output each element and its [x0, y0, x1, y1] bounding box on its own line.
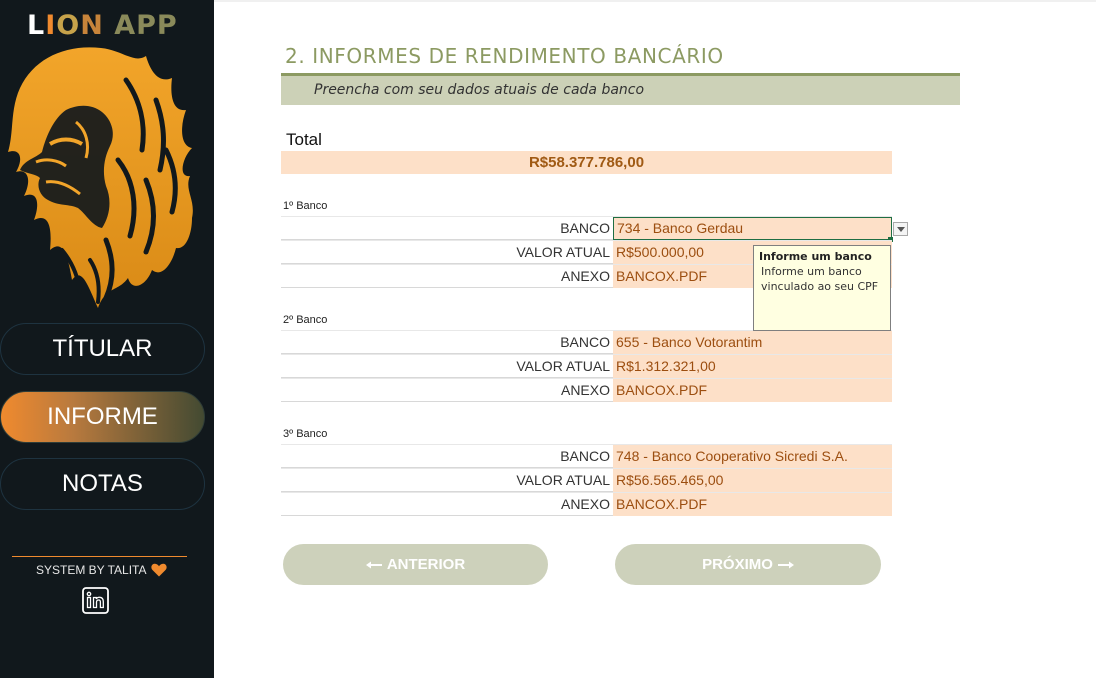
- next-button[interactable]: [615, 544, 881, 585]
- nav-notas-label: NOTAS: [62, 470, 143, 497]
- previous-button[interactable]: [283, 544, 548, 585]
- bank-2-valor-row: [281, 354, 892, 378]
- next-button-label: PRÓXIMO: [702, 556, 773, 573]
- valor-label: VALOR ATUAL: [516, 244, 610, 260]
- bank-1-valor-input[interactable]: R$500.000,00: [613, 241, 892, 264]
- bank-1-banco-row: [281, 216, 892, 240]
- banco-label: BANCO: [560, 220, 610, 236]
- bank-3-banco-row: [281, 444, 892, 468]
- tooltip-body: Informe um banco vinculado ao seu CPF: [761, 265, 879, 293]
- page-subtitle: Preencha com seu dados atuais de cada banco: [314, 82, 645, 98]
- page-title: 2. INFORMES DE RENDIMENTO BANCÁRIO: [285, 44, 724, 68]
- nav-informe-label: INFORME: [47, 403, 158, 430]
- anexo-label: ANEXO: [560, 496, 610, 512]
- top-border: [214, 0, 1096, 2]
- bank-2-banco-select[interactable]: 655 - Banco Votorantim: [613, 331, 892, 354]
- app-title-text: APP: [114, 10, 178, 41]
- subtitle-bar: [281, 73, 960, 105]
- bank-1-anexo-input[interactable]: BANCOX.PDF: [613, 265, 892, 288]
- sidebar-divider: [12, 556, 187, 557]
- bank-2-header: 2º Banco: [283, 314, 328, 326]
- bank-1-header: 1º Banco: [283, 200, 328, 212]
- bank-2-banco-row: [281, 330, 892, 354]
- system-by-credit: [36, 563, 167, 577]
- heart-icon: [151, 563, 167, 577]
- nav-titular-button[interactable]: [0, 323, 205, 375]
- bank-2-anexo-row: [281, 378, 892, 402]
- app-logo-title: LION APP: [27, 10, 178, 41]
- bank-3-anexo-input[interactable]: BANCOX.PDF: [613, 493, 892, 516]
- arrow-left-icon: [366, 561, 382, 569]
- valor-label: VALOR ATUAL: [516, 472, 610, 488]
- sidebar: [0, 0, 214, 678]
- dropdown-arrow-icon[interactable]: [893, 222, 908, 236]
- previous-button-label: ANTERIOR: [386, 556, 466, 573]
- banco-label: BANCO: [560, 448, 610, 464]
- anexo-label: ANEXO: [560, 268, 610, 284]
- bank-3-valor-row: [281, 468, 892, 492]
- tooltip-title: Informe um banco: [759, 250, 872, 263]
- nav-informe-button[interactable]: [0, 391, 205, 443]
- total-value: R$58.377.786,00: [281, 151, 892, 174]
- nav-notas-button[interactable]: [0, 458, 205, 510]
- bank-3-banco-select[interactable]: 748 - Banco Cooperativo Sicredi S.A.: [613, 445, 892, 468]
- nav-titular-label: TÍTULAR: [52, 335, 153, 362]
- bank-3-valor-input[interactable]: R$56.565.465,00: [613, 469, 892, 492]
- system-by-text: SYSTEM BY TALITA: [36, 563, 147, 577]
- total-label: Total: [286, 130, 322, 149]
- bank-2-anexo-input[interactable]: BANCOX.PDF: [613, 379, 892, 402]
- bank-3-header: 3º Banco: [283, 428, 328, 440]
- lion-logo-icon: [6, 40, 196, 315]
- input-help-tooltip: [753, 245, 891, 331]
- anexo-label: ANEXO: [560, 382, 610, 398]
- bank-3-anexo-row: [281, 492, 892, 516]
- arrow-right-icon: [778, 561, 794, 569]
- valor-label: VALOR ATUAL: [516, 358, 610, 374]
- linkedin-icon[interactable]: [82, 587, 109, 614]
- banco-label: BANCO: [560, 334, 610, 350]
- bank-1-banco-select[interactable]: 734 - Banco Gerdau: [613, 217, 892, 240]
- bank-2-valor-input[interactable]: R$1.312.321,00: [613, 355, 892, 378]
